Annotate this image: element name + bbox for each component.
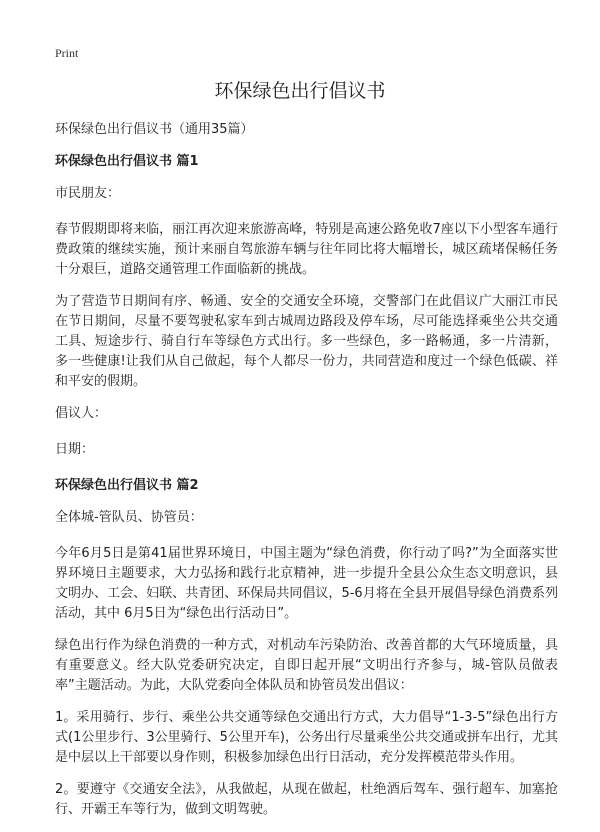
document-body	[55, 120, 558, 832]
article-2-paragraph: 绿色出行作为绿色消费的一种方式，对机动车污染防治、改善首都的大气环境质量，具有重要意义。经大队党委研究决定，自即日起开展“文明出行齐参与，城-管队员做表率”主题活动。为此，大队党委向全体队员和协管员发出倡议：	[55, 638, 558, 693]
article-2-greeting: 全体城-管队员、协管员：	[55, 510, 203, 525]
article-1-paragraph: 为了营造节日期间有序、畅通、安全的交通安全环境，交警部门在此倡议广大丽江市民在节日期间，尽量不要驾驶私家车到古城周边路段及停车场，尽可能选择乘坐公共交通工具、短途步行、骑自行车等绿色方式出行。多一些绿色，多一路畅通，多一片清新，多一些健康!让我们从自己做起，每个人都尽一份力，共同营造和度过一个绿色低碳、祥和平安的假期。	[55, 294, 558, 389]
article-2-paragraph: 1。采用骑行、步行、乘坐公共交通等绿色交通出行方式，大力倡导“1-3-5”绿色出行方式(1公里步行、3公里骑行、5公里开车)，公务出行尽量乘坐公共交通或拼车出行，尤其是中层以上干部要以身作则，积极参加绿色出行日活动，充分发挥模范带头作用。	[55, 710, 558, 765]
print-link[interactable]: Print	[55, 46, 79, 60]
article-2-paragraph: 今年6月5日是第41届世界环境日，中国主题为“绿色消费，你行动了吗?”为全面落实世界环境日主题要求，大力弘扬和践行北京精神，进一步提升全县公众生态文明意识，县文明办、工会、妇联、共青团、环保局共同倡议，5-6月将在全县开展倡导绿色消费系列活动，其中 6月5日为“绿色出行活动日”。	[55, 546, 558, 621]
article-2-paragraph: 2。要遵守《交通安全法》，从我做起，从现在做起，杜绝酒后驾车、强行超车、加塞抢行、开霸王车等行为，做到文明驾驶。	[55, 782, 558, 817]
article-1-paragraph: 春节假期即将来临，丽江再次迎来旅游高峰，特别是高速公路免收7座以下小型客车通行费政策的继续实施，预计来丽自驾旅游车辆与往年同比将大幅增长，城区疏堵保畅任务十分艰巨，道路交通管理工作面临新的挑战。	[55, 222, 558, 277]
article-1-greeting: 市民朋友：	[55, 186, 121, 201]
article-2-heading: 环保绿色出行倡议书 篇2	[55, 478, 199, 493]
article-1-proposer: 倡议人：	[55, 406, 108, 421]
page-title: 环保绿色出行倡议书	[214, 80, 386, 102]
document-subtitle: 环保绿色出行倡议书（通用35篇）	[55, 122, 254, 137]
article-1-date: 日期：	[55, 442, 95, 457]
article-1-heading: 环保绿色出行倡议书 篇1	[55, 154, 199, 169]
